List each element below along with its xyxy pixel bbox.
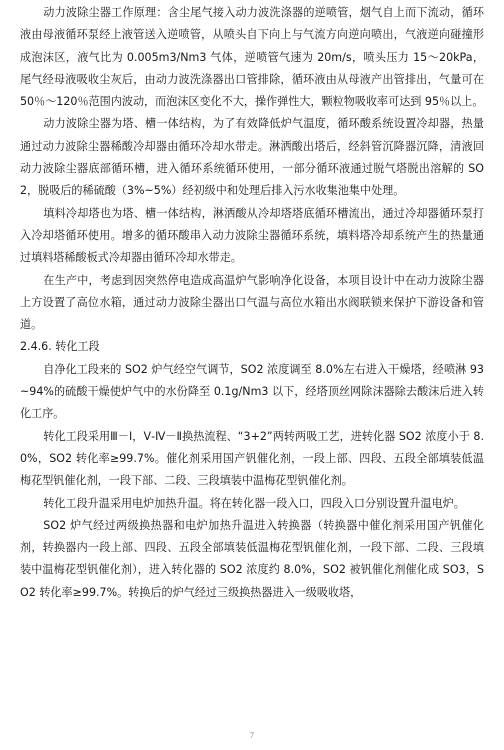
paragraph-dynamic-wave-principle: 动力波除尘器工作原理：含尘尾气接入动力波洗涤器的逆喷管，烟气自上而下流动，循环液由母液循环泵经上液管送入逆喷管，从喷头自下向上与气流方向逆向喷出，气液逆向碰撞形成泡沫区，液气比为 0.005m3/Nm3 气体，逆喷管气速为 20m/s，喷头压力 15～20kPa，尾气经母液吸收尘灰后，由动力波洗涤器出口管排除，循环液由从母液产出管排出，气量可在 50％～120％范围内波动，而泡沫区变化不大，操作弹性大，颗粒物吸收率可达到 95％以上。: [20, 6, 484, 109]
paragraph-packed-cooling-tower: 填料冷却塔也为塔、槽一体结构，淋洒酸从冷却塔塔底循环槽流出，通过冷却器循环泵打入冷却塔循环使用。增多的循环酸串入动力波除尘器循环系统，填料塔冷却系统产生的热量通过填料塔稀酸板式冷却器由循环冷却水带走。: [20, 206, 484, 265]
paragraph-dynamic-wave-structure: 动力波除尘器为塔、槽一体结构，为了有效降低炉气温度，循环酸系统设置冷却器，热量通过动力波除尘器稀酸冷却器由循环冷却水带走。淋洒酸出塔后，经斜管沉降器沉降，清液回动力波除尘器底部循环槽，进入循环系统循环使用，一部分循环液通过脱气塔脱出溶解的 SO2，脱吸后的稀硫酸（3%~5%）经初级中和处理后排入污水收集池集中处理。: [20, 117, 484, 198]
paragraph-power-failure-protection: 在生产中，考虑到因突然停电造成高温炉气影响净化设备，本项目设计中在动力波除尘器上方设置了高位水箱，通过动力波除尘器出口气温与高位水箱出水阀联锁来保护下游设备和管道。: [20, 273, 484, 332]
paragraph-electric-heating: 转化工段升温采用电炉加热升温。将在转化器一段入口，四段入口分别设置升温电炉。: [43, 496, 465, 510]
paragraph-converter-details: SO2 炉气经过两级换热器和电炉加热升温进入转换器（转换器中催化剂采用国产钒催化剂，转换器内一段上部、四段、五段全部填装低温梅花型钒催化剂，一段下部、二段、三段填装中温梅花型钒催化剂），进入转化器的 SO2 浓度约 8.0%，SO2 被钒催化剂催化成 SO3，SO2 转化率≥99.7%。转换后的炉气经过三级换热器进入一级吸收塔，: [20, 518, 484, 599]
section-heading: 2.4.6. 转化工段: [20, 340, 100, 354]
paragraph-drying-tower: 自净化工段来的 SO2 炉气经空气调节，SO2 浓度调至 8.0%左右进入干燥塔，经喷淋 93~94%的硫酸干燥使炉气中的水份降至 0.1g/Nm3 以下，经塔顶丝网除沫器除去酸沫后进入转化工序。: [20, 362, 484, 421]
paragraph-conversion-process: 转化工段采用Ⅲ－Ⅰ，Ⅴ-Ⅳ－Ⅱ换热流程、“3+2”两转两吸工艺，进转化器 SO2 浓度小于 8.0%，SO2 转化率≥99.7%。催化剂采用国产钒催化剂，一段上部、四段、五段全部填装低温梅花型钒催化剂，一段下部、二段、三段填装中温梅花型钒催化剂。: [20, 429, 484, 488]
page-number: 7: [250, 731, 254, 740]
